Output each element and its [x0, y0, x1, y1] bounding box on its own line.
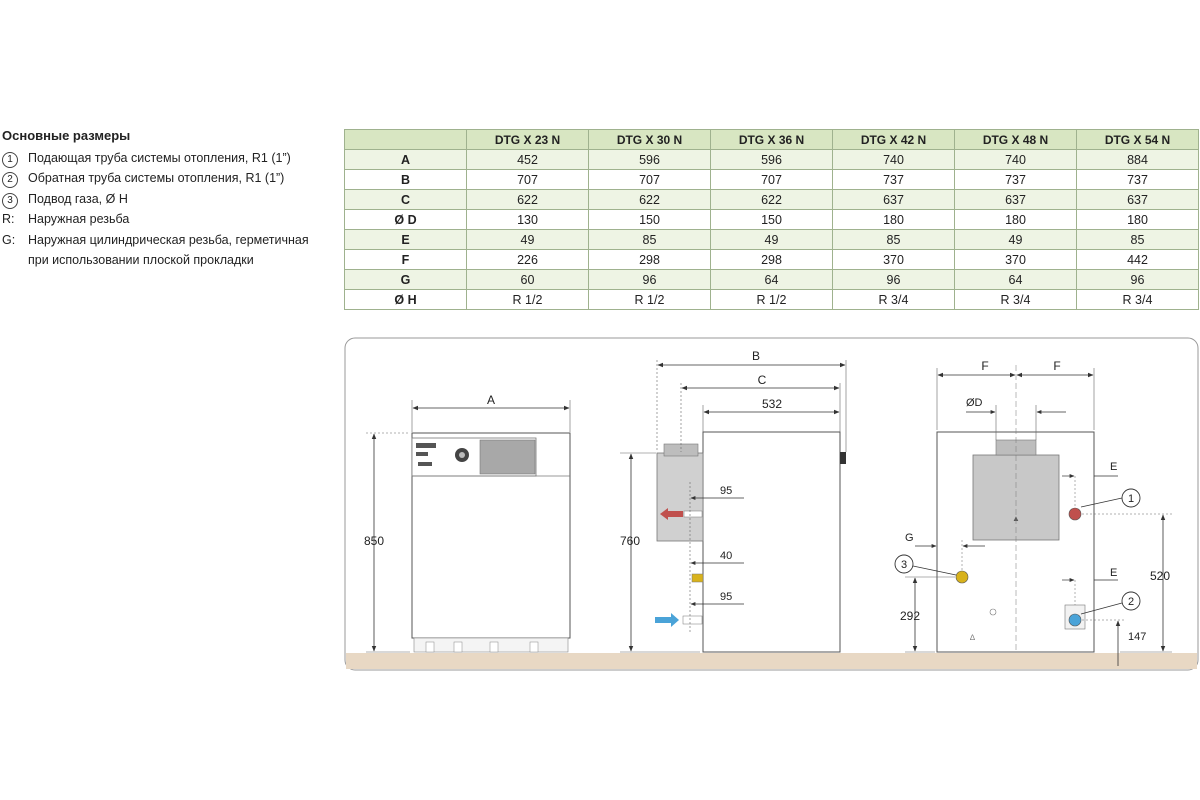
legend-marker-g: G: — [2, 232, 16, 247]
legend-marker-r: R: — [2, 212, 15, 226]
side-height-label: 760 — [620, 534, 641, 548]
rear-h147: 147 — [1128, 631, 1147, 643]
table-cell: 298 — [711, 250, 833, 270]
table-cell: 884 — [1077, 150, 1199, 170]
table-cell: 49 — [711, 230, 833, 250]
rear-h292: 292 — [900, 609, 921, 623]
table-cell: 637 — [833, 190, 955, 210]
table-cell: 707 — [589, 170, 711, 190]
table-cell: R 1/2 — [467, 290, 589, 310]
table-cell: 596 — [589, 150, 711, 170]
table-cell: 96 — [589, 270, 711, 290]
side-depth-label: 532 — [761, 397, 783, 411]
table-cell: 737 — [1077, 170, 1199, 190]
table-cell: 622 — [589, 190, 711, 210]
table-cell: 180 — [955, 210, 1077, 230]
row-label: C — [345, 190, 467, 210]
table-cell: 637 — [1077, 190, 1199, 210]
legend-text-r: Наружная резьба — [28, 212, 130, 226]
table-cell: 130 — [467, 210, 589, 230]
svg-text:∆: ∆ — [970, 633, 975, 642]
table-cell: 707 — [467, 170, 589, 190]
table-header-cell: DTG X 54 N — [1077, 130, 1199, 150]
table-cell: 60 — [467, 270, 589, 290]
table-cell: 452 — [467, 150, 589, 170]
legend-marker-3: 3 — [2, 193, 18, 209]
table-header-cell: DTG X 48 N — [955, 130, 1077, 150]
rear-marker-1: 1 — [1127, 493, 1135, 505]
table-cell: 737 — [833, 170, 955, 190]
table-cell: R 3/4 — [955, 290, 1077, 310]
return-pipe — [1069, 614, 1081, 626]
side-b-label: B — [751, 349, 761, 363]
row-label: Ø D — [345, 210, 467, 230]
rear-d-label: ØD — [966, 397, 983, 409]
rear-marker-3: 3 — [900, 559, 908, 571]
table-cell: 49 — [955, 230, 1077, 250]
table-header-cell: DTG X 36 N — [711, 130, 833, 150]
table-cell: 622 — [711, 190, 833, 210]
rear-e-bottom: E — [1110, 567, 1118, 579]
row-label: A — [345, 150, 467, 170]
legend-text-flow: Подающая труба системы отопления, R1 (1”) — [28, 150, 291, 165]
rear-f-left: F — [981, 359, 989, 373]
table-cell: 226 — [467, 250, 589, 270]
table-cell: 150 — [711, 210, 833, 230]
table-cell: 596 — [711, 150, 833, 170]
legend-marker-2: 2 — [2, 172, 18, 188]
front-width-label: A — [486, 393, 496, 407]
table-header-cell: DTG X 30 N — [589, 130, 711, 150]
front-height-label: 850 — [364, 534, 385, 548]
legend-text-g: Наружная цилиндрическая резьба, герметичная при использовании плоской прокладки — [28, 232, 309, 267]
table-cell: 298 — [589, 250, 711, 270]
gas-pipe — [956, 571, 968, 583]
table-cell: 64 — [711, 270, 833, 290]
table-cell: 85 — [589, 230, 711, 250]
row-label: E — [345, 230, 467, 250]
table-cell: 150 — [589, 210, 711, 230]
table-cell: 370 — [833, 250, 955, 270]
row-label: B — [345, 170, 467, 190]
table-cell: 740 — [955, 150, 1077, 170]
side-dim-40: 40 — [720, 550, 733, 562]
table-cell: 370 — [955, 250, 1077, 270]
table-cell: 637 — [955, 190, 1077, 210]
side-dim-95-bottom: 95 — [720, 591, 733, 603]
table-cell: 49 — [467, 230, 589, 250]
table-cell: 96 — [833, 270, 955, 290]
table-cell: R 3/4 — [1077, 290, 1199, 310]
legend-title: Основные размеры — [2, 128, 131, 143]
table-cell: R 1/2 — [589, 290, 711, 310]
row-label: Ø H — [345, 290, 467, 310]
table-cell: 180 — [1077, 210, 1199, 230]
rear-f-right: F — [1053, 359, 1061, 373]
row-label: F — [345, 250, 467, 270]
table-cell: R 1/2 — [711, 290, 833, 310]
table-header-cell: DTG X 23 N — [467, 130, 589, 150]
side-dim-95-top: 95 — [720, 485, 733, 497]
legend-text-gas: Подвод газа, Ø H — [28, 191, 128, 206]
svg-text:▲: ▲ — [1012, 514, 1020, 523]
table-cell: 442 — [1077, 250, 1199, 270]
floor-strip — [346, 653, 1197, 669]
flow-pipe — [1069, 508, 1081, 520]
legend-text-return: Обратная труба системы отопления, R1 (1”) — [28, 171, 285, 185]
table-cell: R 3/4 — [833, 290, 955, 310]
rear-marker-2: 2 — [1127, 596, 1135, 608]
table-cell: 180 — [833, 210, 955, 230]
table-cell: 96 — [1077, 270, 1199, 290]
table-cell: 85 — [833, 230, 955, 250]
table-cell: 737 — [955, 170, 1077, 190]
table-cell: 64 — [955, 270, 1077, 290]
rear-h520: 520 — [1150, 569, 1171, 583]
side-c-label: C — [757, 373, 767, 387]
table-cell: 740 — [833, 150, 955, 170]
row-label: G — [345, 270, 467, 290]
table-cell: 622 — [467, 190, 589, 210]
table-header-cell: DTG X 42 N — [833, 130, 955, 150]
rear-g-label: G — [905, 532, 914, 544]
rear-e-top: E — [1110, 461, 1118, 473]
table-cell: 707 — [711, 170, 833, 190]
legend-marker-1: 1 — [2, 152, 18, 168]
table-cell: 85 — [1077, 230, 1199, 250]
